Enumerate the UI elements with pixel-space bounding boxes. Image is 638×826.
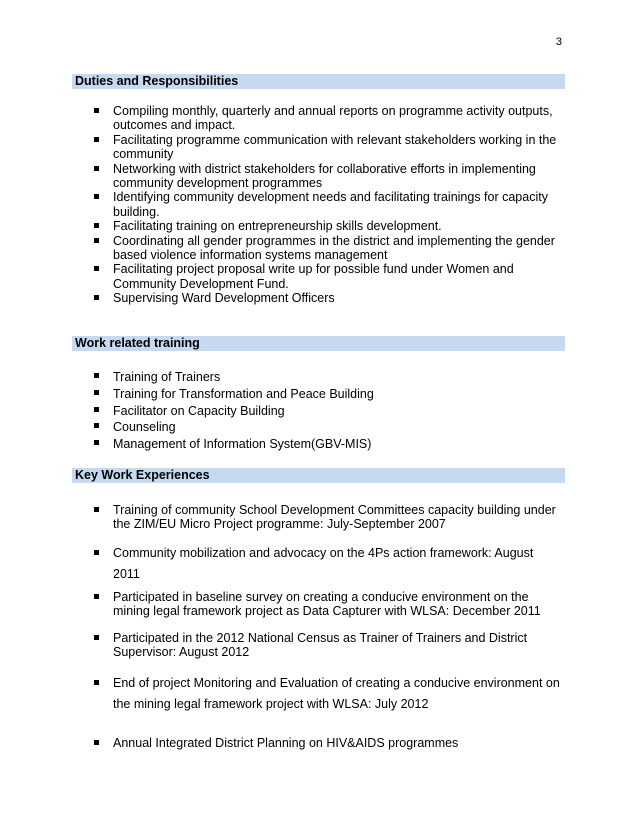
list-item: Facilitating training on entrepreneurship skills development. <box>92 219 562 233</box>
list-item: Training for Transformation and Peace Building <box>92 386 562 403</box>
list-item: Training of Trainers <box>92 369 562 386</box>
list-item: End of project Monitoring and Evaluation of creating a conducive environment on the mining legal framework project with WLSA: July 2012 <box>92 673 562 715</box>
list-item: Management of Information System(GBV-MIS) <box>92 436 562 453</box>
list-item: Supervising Ward Development Officers <box>92 291 562 305</box>
page-number: 3 <box>555 36 562 48</box>
section-heading-duties: Duties and Responsibilities <box>72 74 565 89</box>
list-item: Facilitating programme communication with relevant stakeholders working in the community <box>92 133 562 162</box>
training-list <box>92 369 562 453</box>
list-item: Coordinating all gender programmes in the district and implementing the gender based violence information systems management <box>92 234 562 263</box>
section-heading-training: Work related training <box>72 336 565 351</box>
section-heading-experiences: Key Work Experiences <box>72 468 565 483</box>
list-item: Facilitator on Capacity Building <box>92 403 562 420</box>
list-item: Networking with district stakeholders for collaborative efforts in implementing community development programmes <box>92 162 562 191</box>
list-item: Counseling <box>92 419 562 436</box>
list-item: Annual Integrated District Planning on HIV&AIDS programmes <box>92 736 562 750</box>
list-item: Identifying community development needs and facilitating trainings for capacity building. <box>92 190 562 219</box>
list-item: Compiling monthly, quarterly and annual reports on programme activity outputs, outcomes and impact. <box>92 104 562 133</box>
duties-list <box>92 104 562 306</box>
list-item: Participated in the 2012 National Census as Trainer of Trainers and District Supervisor: August 2012 <box>92 631 562 660</box>
list-item: Community mobilization and advocacy on the 4Ps action framework: August 2011 <box>92 543 562 585</box>
list-item: Training of community School Development Committees capacity building under the ZIM/EU Micro Project programme: July-September 2007 <box>92 503 562 532</box>
list-item: Participated in baseline survey on creating a conducive environment on the mining legal framework project as Data Capturer with WLSA: December 2011 <box>92 590 562 619</box>
list-item: Facilitating project proposal write up for possible fund under Women and Community Development Fund. <box>92 262 562 291</box>
